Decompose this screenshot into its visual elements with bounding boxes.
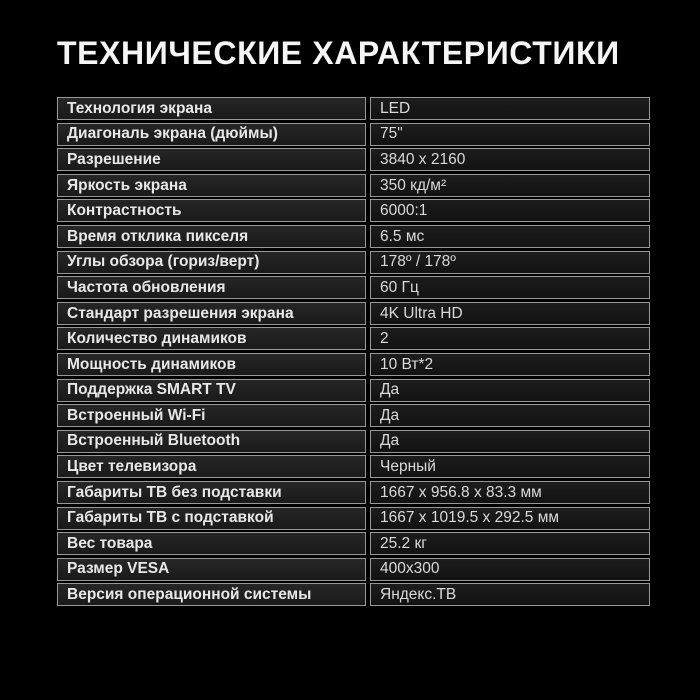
spec-value: 6.5 мс — [370, 225, 650, 248]
spec-label: Яркость экрана — [57, 174, 366, 197]
spec-value: 178º / 178º — [370, 251, 650, 274]
spec-label: Встроенный Wi-Fi — [57, 404, 366, 427]
spec-label: Углы обзора (гориз/верт) — [57, 251, 366, 274]
table-row — [57, 379, 650, 402]
spec-value: Да — [370, 404, 650, 427]
table-row — [57, 583, 650, 606]
table-row — [57, 302, 650, 325]
table-row — [57, 404, 650, 427]
spec-value: 6000:1 — [370, 199, 650, 222]
spec-label: Цвет телевизора — [57, 455, 366, 478]
spec-value: 60 Гц — [370, 276, 650, 299]
spec-value: 400x300 — [370, 558, 650, 581]
spec-label: Разрешение — [57, 148, 366, 171]
spec-value: 25.2 кг — [370, 532, 650, 555]
spec-value: 2 — [370, 327, 650, 350]
spec-value: 10 Вт*2 — [370, 353, 650, 376]
table-row — [57, 481, 650, 504]
spec-label: Поддержка SMART TV — [57, 379, 366, 402]
spec-label: Габариты ТВ без подставки — [57, 481, 366, 504]
table-row — [57, 507, 650, 530]
spec-table — [57, 97, 650, 606]
spec-label: Количество динамиков — [57, 327, 366, 350]
table-row — [57, 276, 650, 299]
spec-label: Мощность динамиков — [57, 353, 366, 376]
spec-value: 350 кд/м² — [370, 174, 650, 197]
table-row — [57, 148, 650, 171]
table-row — [57, 430, 650, 453]
spec-value: 1667 x 956.8 x 83.3 мм — [370, 481, 650, 504]
spec-label: Контрастность — [57, 199, 366, 222]
table-row — [57, 97, 650, 120]
table-row — [57, 455, 650, 478]
page-title: ТЕХНИЧЕСКИЕ ХАРАКТЕРИСТИКИ — [57, 35, 620, 71]
spec-value: 75" — [370, 123, 650, 146]
spec-label: Частота обновления — [57, 276, 366, 299]
spec-label: Время отклика пикселя — [57, 225, 366, 248]
table-row — [57, 174, 650, 197]
spec-label: Размер VESA — [57, 558, 366, 581]
spec-value: Да — [370, 379, 650, 402]
spec-label: Стандарт разрешения экрана — [57, 302, 366, 325]
table-row — [57, 123, 650, 146]
table-row — [57, 558, 650, 581]
spec-label: Встроенный Bluetooth — [57, 430, 366, 453]
spec-value: LED — [370, 97, 650, 120]
table-row — [57, 353, 650, 376]
spec-label: Диагональ экрана (дюймы) — [57, 123, 366, 146]
spec-value: 1667 x 1019.5 x 292.5 мм — [370, 507, 650, 530]
spec-value: Черный — [370, 455, 650, 478]
table-row — [57, 532, 650, 555]
table-row — [57, 251, 650, 274]
spec-value: 3840 x 2160 — [370, 148, 650, 171]
table-row — [57, 327, 650, 350]
spec-value: Да — [370, 430, 650, 453]
spec-label: Вес товара — [57, 532, 366, 555]
spec-value: 4K Ultra HD — [370, 302, 650, 325]
spec-label: Габариты ТВ с подставкой — [57, 507, 366, 530]
table-row — [57, 199, 650, 222]
spec-label: Технология экрана — [57, 97, 366, 120]
spec-value: Яндекс.ТВ — [370, 583, 650, 606]
spec-label: Версия операционной системы — [57, 583, 366, 606]
table-row — [57, 225, 650, 248]
